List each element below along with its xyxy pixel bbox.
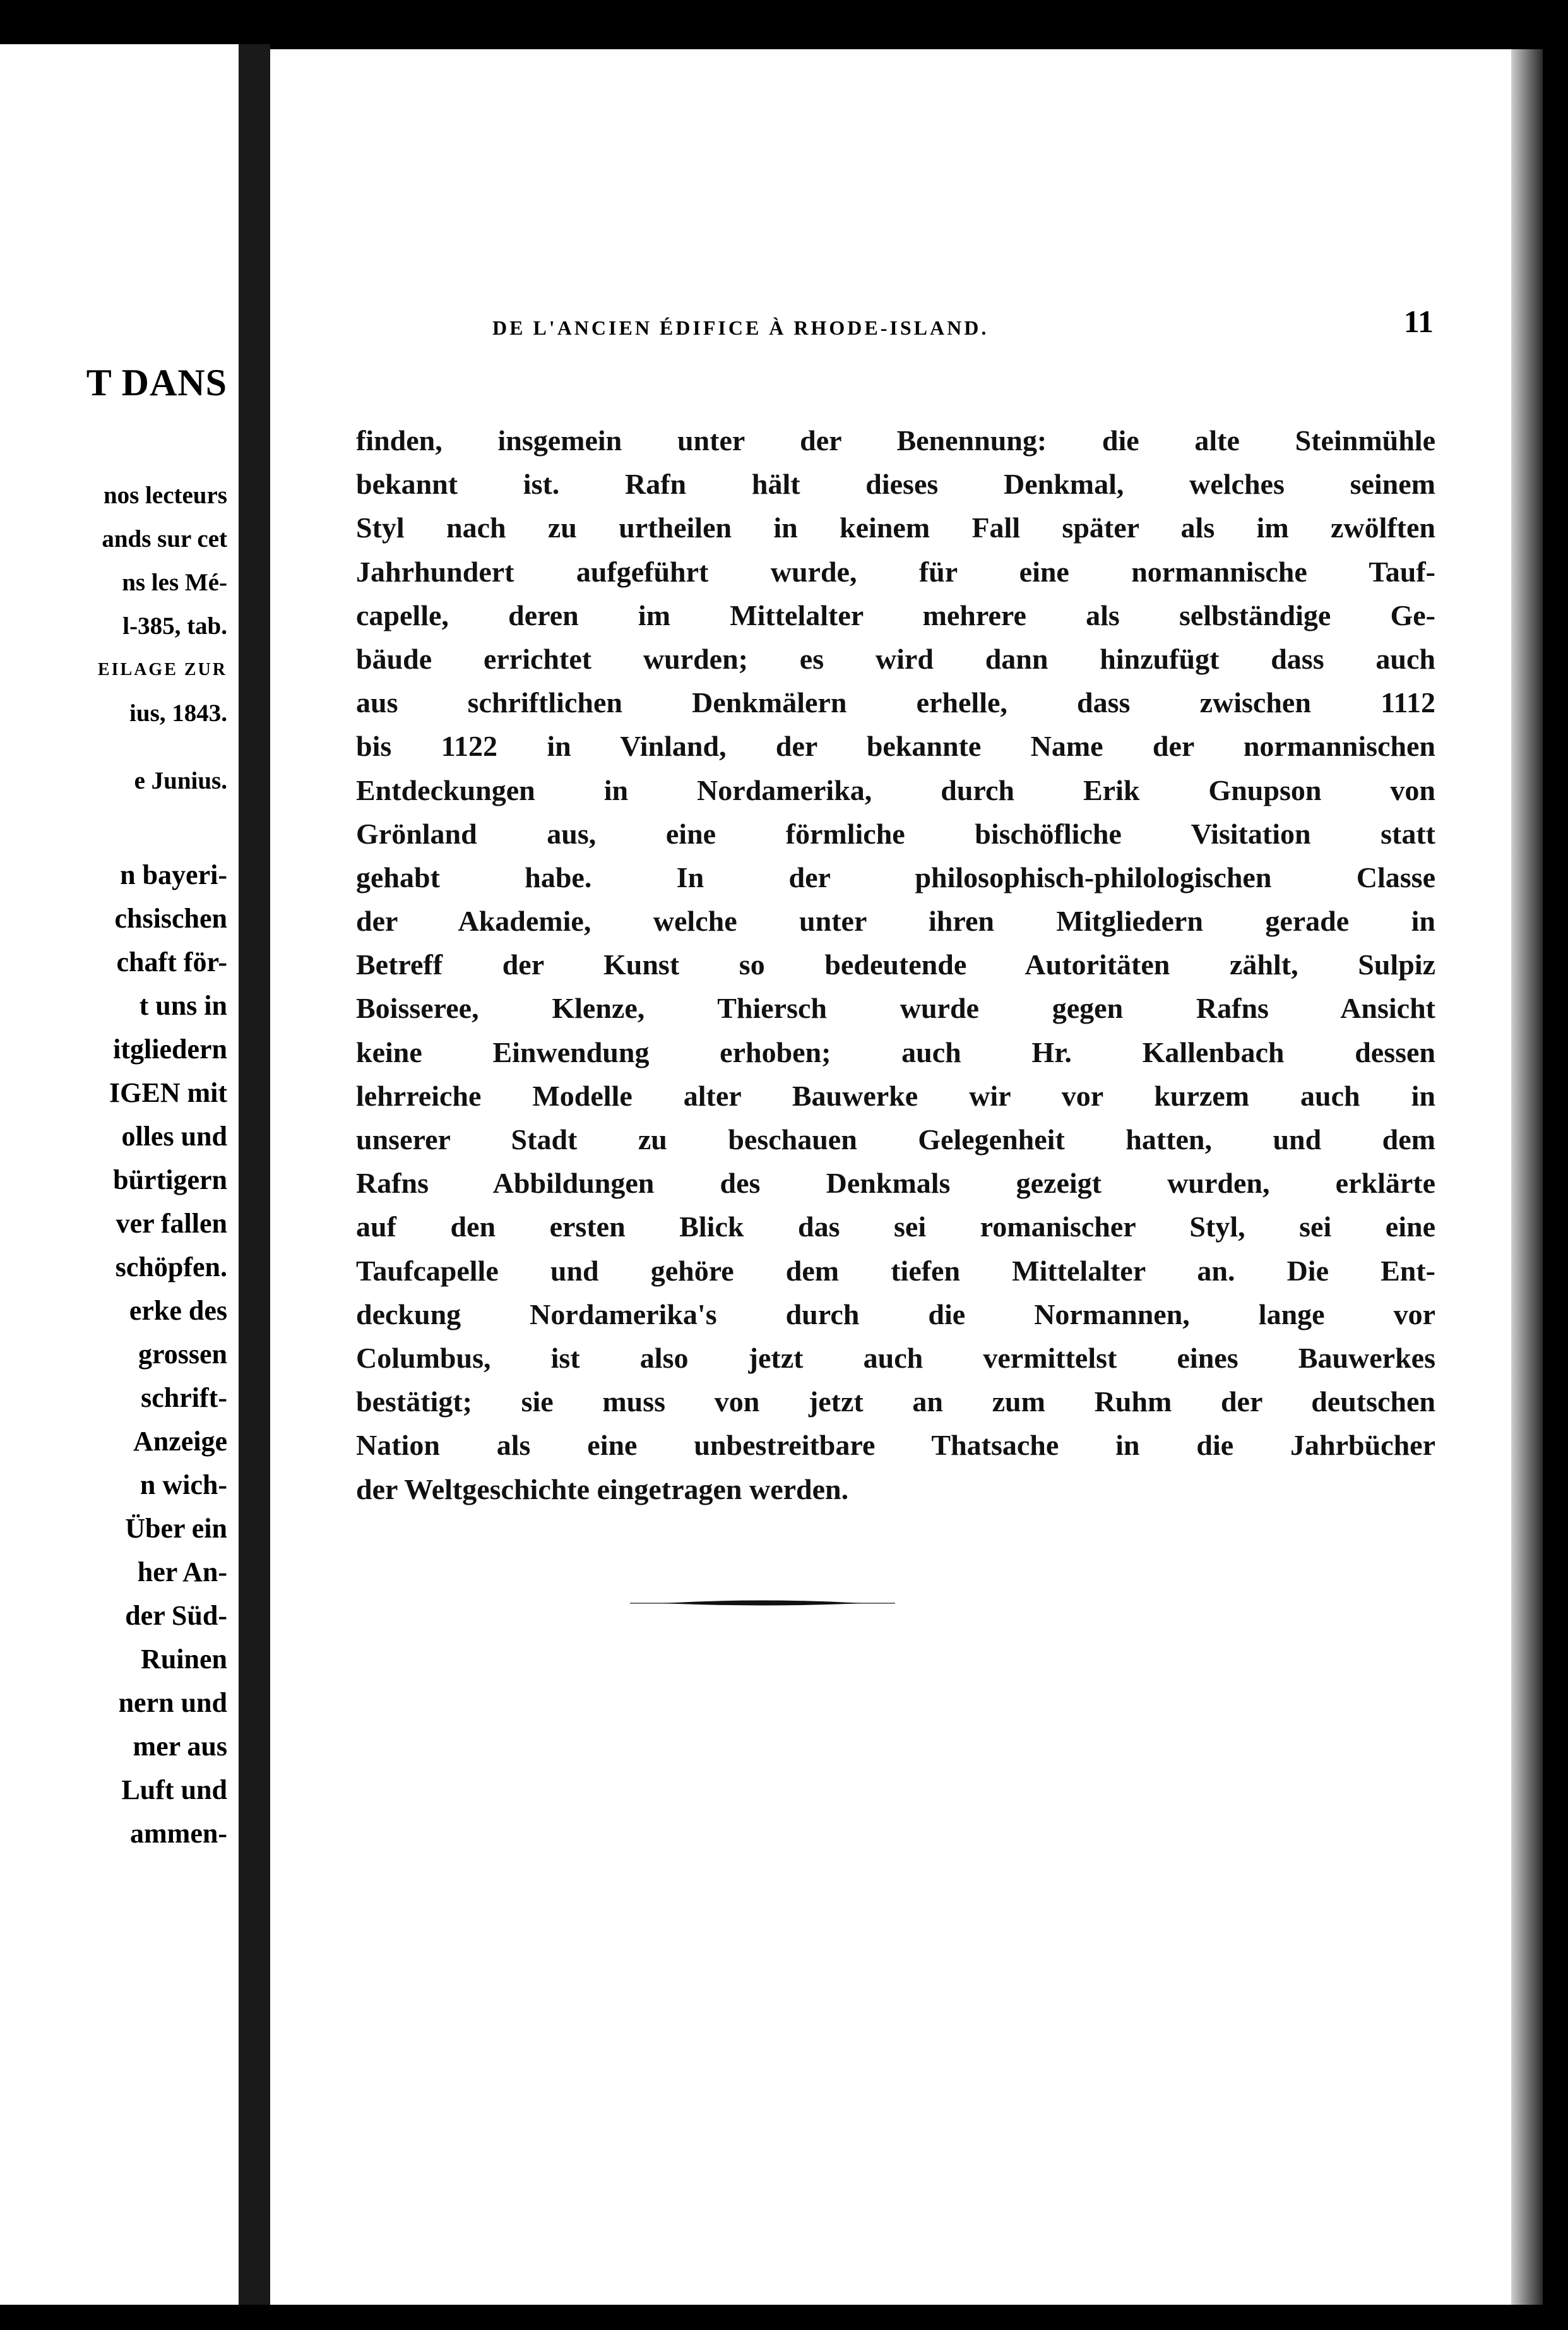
body-line: bis 1122 in Vinland, der bekannte Name der normannischen [356,730,1435,763]
left-page-line: grossen [138,1339,227,1370]
body-line: Boisseree, Klenze, Thiersch wurde gegen Rafns Ansicht [356,992,1435,1025]
body-line: bäude errichtet wurden; es wird dann hinzufügt dass auch [356,642,1435,675]
body-line: Entdeckungen in Nordamerika, durch Erik Gnupson von [356,774,1435,806]
body-paragraph [356,419,1435,1511]
body-line: bekannt ist. Rafn hält dieses Denkmal, welches seinem [356,468,1435,501]
body-line: gehabt habe. In der philosophisch-philologischen Classe [356,861,1435,893]
body-line: Betreff der Kunst so bedeutende Autoritäten zählt, Sulpiz [356,948,1435,981]
body-line: der Weltgeschichte eingetragen werden. [356,1473,849,1505]
body-line: finden, insgemein unter der Benennung: die alte Steinmühle [356,424,1435,457]
left-page-line: n wich- [140,1469,227,1500]
left-page-line: her An- [137,1556,227,1587]
left-page-line: itgliedern [113,1034,227,1065]
left-page-line: ius, 1843. [129,700,227,727]
body-line: der Akademie, welche unter ihren Mitgliedern gerade in [356,905,1435,938]
body-line: unserer Stadt zu beschauen Gelegenheit hatten, und dem [356,1123,1435,1156]
body-line: Taufcapelle und gehöre dem tiefen Mittelalter an. Die Ent- [356,1254,1435,1287]
body-line: bestätigt; sie muss von jetzt an zum Ruhm der deutschen [356,1385,1435,1418]
left-page-line: chsischen [114,903,227,934]
body-line: capelle, deren im Mittelalter mehrere als selbständige Ge- [356,599,1435,631]
left-page-line: ands sur cet [102,525,227,553]
body-line: Rafns Abbildungen des Denkmals gezeigt wurden, erklärte [356,1167,1435,1200]
page-number: 11 [1403,304,1434,339]
left-page-line: e Junius. [134,767,227,794]
left-page-line: ver fallen [116,1208,227,1239]
body-line: Jahrhundert aufgeführt wurde, für eine normannische Tauf- [356,555,1435,588]
left-page-line: Über ein [125,1513,227,1544]
left-page-line: schöpfen. [115,1252,227,1282]
body-line: keine Einwendung erhoben; auch Hr. Kallenbach dessen [356,1036,1435,1068]
left-page-line: nern und [118,1687,227,1718]
left-page-line: EILAGE ZUR [97,660,227,679]
left-page-line: n bayeri- [120,859,227,890]
left-page-line: bürtigern [113,1164,227,1195]
left-page-line: erke des [129,1295,227,1326]
left-page-line: der Süd- [125,1600,227,1631]
left-page-line: ammen- [130,1818,227,1849]
left-page-line: mer aus [133,1731,227,1762]
left-page-text [98,474,227,1855]
book-page [270,49,1511,2305]
body-line: lehrreiche Modelle alter Bauwerke wir vor kurzem auch in [356,1079,1435,1112]
left-page-line: t uns in [139,990,227,1021]
body-line: aus schriftlichen Denkmälern erhelle, dass zwischen 1112 [356,686,1435,719]
body-line: auf den ersten Blick das sei romanischer Styl, sei eine [356,1210,1435,1243]
left-page-fragment [0,44,239,2305]
body-line: Nation als eine unbestreitbare Thatsache in die Jahrbücher [356,1429,1435,1462]
left-page-line: chaft för- [116,947,227,977]
left-page-heading: T DANS [86,362,227,403]
body-line: Columbus, ist also jetzt auch vermittelst eines Bauwerkes [356,1341,1435,1374]
left-page-line: ns les Mé- [122,569,227,596]
left-page-line: Luft und [121,1774,227,1805]
left-page-line: l-385, tab. [122,612,227,640]
body-line: Styl nach zu urtheilen in keinem Fall später als im zwölften [356,511,1435,544]
ornamental-rule [630,1596,895,1610]
running-title: DE L'ANCIEN ÉDIFICE À RHODE-ISLAND. [492,316,989,339]
left-page-line: Ruinen [141,1644,227,1675]
book-gutter [239,44,270,2305]
body-line: deckung Nordamerika's durch die Normannen, lange vor [356,1298,1435,1330]
running-header [490,296,1434,340]
left-page-line: olles und [121,1121,227,1152]
left-page-line: IGEN mit [109,1077,227,1108]
page-edge [1511,49,1543,2305]
left-page-line: nos lecteurs [103,482,227,509]
left-page-line: schrift- [141,1382,227,1413]
left-page-line: Anzeige [133,1426,227,1457]
body-line: Grönland aus, eine förmliche bischöfliche Visitation statt [356,817,1435,850]
